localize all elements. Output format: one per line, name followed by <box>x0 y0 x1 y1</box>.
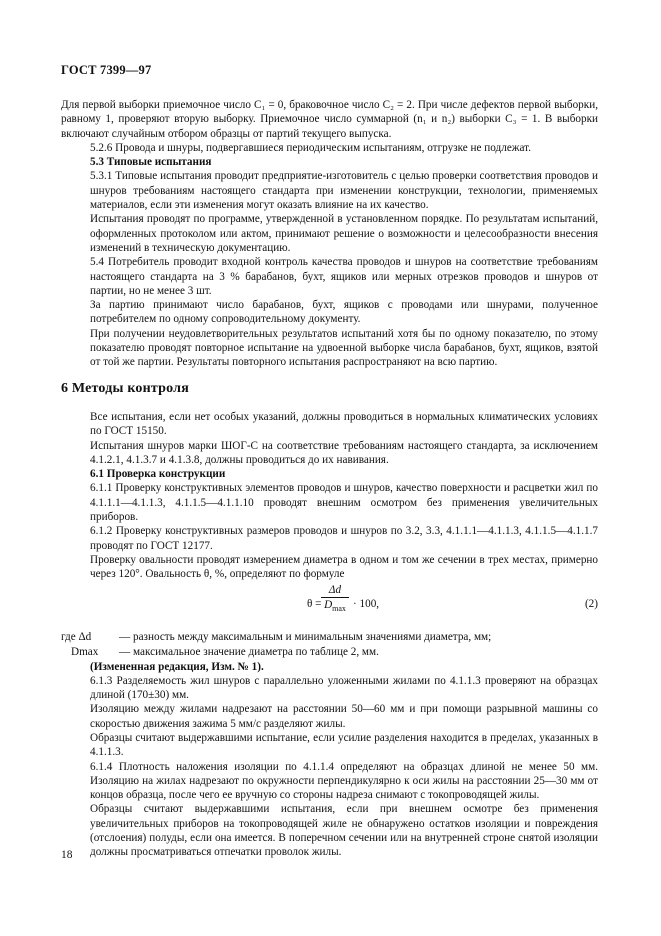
paragraph: Проверку овальности проводят измерением диаметра в одном и том же сечении в трех местах, примерно через 120°. Овальность θ, %, определяют по формуле <box>90 553 598 581</box>
formula-tail: · 100, <box>353 597 380 610</box>
paragraph: 6.1.2 Проверку конструктивных размеров проводов и шнуров по 3.2, 3.3, 4.1.1.1—4.1.1.3, 4.1.1.5—4.1.1.7 проводят по ГОСТ 12177. <box>90 525 598 552</box>
paragraph: Все испытания, если нет особых указаний, должны проводиться в нормальных климатических условиях по ГОСТ 15150. <box>90 410 598 438</box>
formula-lhs: θ = <box>307 597 322 610</box>
legend-text: — максимальное значение диаметра по таблице 2, мм. <box>119 645 379 658</box>
paragraph: 6.1.3 Разделяемость жил шнуров с параллельно уложенными жилами по 4.1.1.3 проверяют на образцах длиной (170±30) мм. <box>90 674 598 702</box>
formula-number: (2) <box>584 597 598 610</box>
document-code-header: ГОСТ 7399—97 <box>61 63 152 77</box>
paragraph: Изоляцию между жилами надрезают на расстоянии 50—60 мм и при помощи разрывной машины со скоростью движения зажима 5 мм/с разделяют жилы. <box>90 703 598 730</box>
legend-text: — разность между максимальным и минимальным значениями диаметра, мм; <box>119 630 492 643</box>
section-heading-6-1: 6.1 Проверка конструкции <box>90 468 226 481</box>
paragraph: Испытания проводят по программе, утвержденной в установленном порядке. По результатам испытаний, оформленных протоколом или актом, принимают решение о возможности и целесообразности внесения изменений в техническую документацию. <box>90 213 598 254</box>
legend-symbol: Dmax <box>71 645 99 658</box>
paragraph: При получении неудовлетворительных результатов испытаний хотя бы по одному показателю, по этому показателю проводят повторное испытание на удвоенной выборке числа барабанов, бухт, ящиков, взятой от той же партии. Результаты повторного испытания распространяют на всю партию. <box>90 327 598 369</box>
page-number: 18 <box>61 849 73 861</box>
legend-symbol: где Δd <box>61 630 92 643</box>
ovality-formula <box>90 584 598 628</box>
amendment-note: (Измененная редакция, Изм. № 1). <box>90 660 264 673</box>
paragraph: 5.4 Потребитель проводит входной контроль качества проводов и шнуров на соответствие требованиям настоящего стандарта на 3 % барабанов, бухт, ящиков или мерных отрезков проводов и шнуров от партии, но не менее 3 шт. <box>90 256 598 297</box>
section-heading-5-3: 5.3 Типовые испытания <box>90 156 212 169</box>
formula-fraction <box>321 584 349 616</box>
formula-legend-row <box>61 630 598 645</box>
paragraph: Для первой выборки приемочное число C₁ = 0, браковочное число C₂ = 2. При числе дефектов первой выборки, равному 1, проверяют вторую выборку. Приемочное число суммарной (n₁ и n₂) выборки C₃ = 1. В выборки включают случайным отбором образцы от партий текущего выпуска. <box>61 99 598 140</box>
paragraph: За партию принимают число барабанов, бухт, ящиков с проводами или шнурами, полученное потребителем по одному сопроводительному документу. <box>90 299 598 326</box>
paragraph: Образцы считают выдержавшими испытание, если усилие разделения находится в пределах, указанных в 4.1.1.3. <box>90 731 598 759</box>
paragraph: Образцы считают выдержавшими испытания, если при внешнем осмотре без применения увеличительных приборов на токопроводящей жиле не обнаружено остатков изоляции и повреждения (отслоения) полуды, если она имеется. В поперечном сечении или на внутренней строне снятой изоляции должны просматриваться отпечатки проволок жилы. <box>90 803 598 859</box>
paragraph: 5.3.1 Типовые испытания проводит предприятие-изготовитель с целью проверки соответствия проводов и шнуров требованиям настоящего стандарта при изменении конструкции, технологии, применяемых материалов, если эти изменения могут оказать влияние на их качество. <box>90 170 598 212</box>
section-heading-6: 6 Методы контроля <box>61 380 189 396</box>
paragraph: 5.2.6 Провода и шнуры, подвергавшиеся периодическим испытаниям, отгрузке не подлежат. <box>90 141 532 154</box>
formula-numerator: Δd <box>321 584 349 598</box>
formula-legend-row <box>61 645 598 660</box>
paragraph: Испытания шнуров марки ШОГ-С на соответствие требованиям настоящего стандарта, за исключением 4.1.2.1, 4.1.3.7 и 4.1.3.8, должны проводиться до их навивания. <box>90 439 598 466</box>
formula-denominator: $D_{max}$ <box>324 598 346 613</box>
paragraph: 6.1.1 Проверку конструктивных элементов проводов и шнуров, качество поверхности и расцветки жил по 4.1.1.1—4.1.1.3, 4.1.1.5—4.1.1.10 проводят внешним осмотром без применения увеличительных приборов. <box>90 482 598 524</box>
paragraph: 6.1.4 Плотность наложения изоляции по 4.1.1.4 определяют на образцах длиной не менее 50 мм. Изоляцию на жилах надрезают по окружности перпендикулярно к оси жилы на расстоянии 25—30 мм от концов образца, после чего ее вручную со стороны надреза снимают с токопроводящей жилы. <box>90 760 598 802</box>
